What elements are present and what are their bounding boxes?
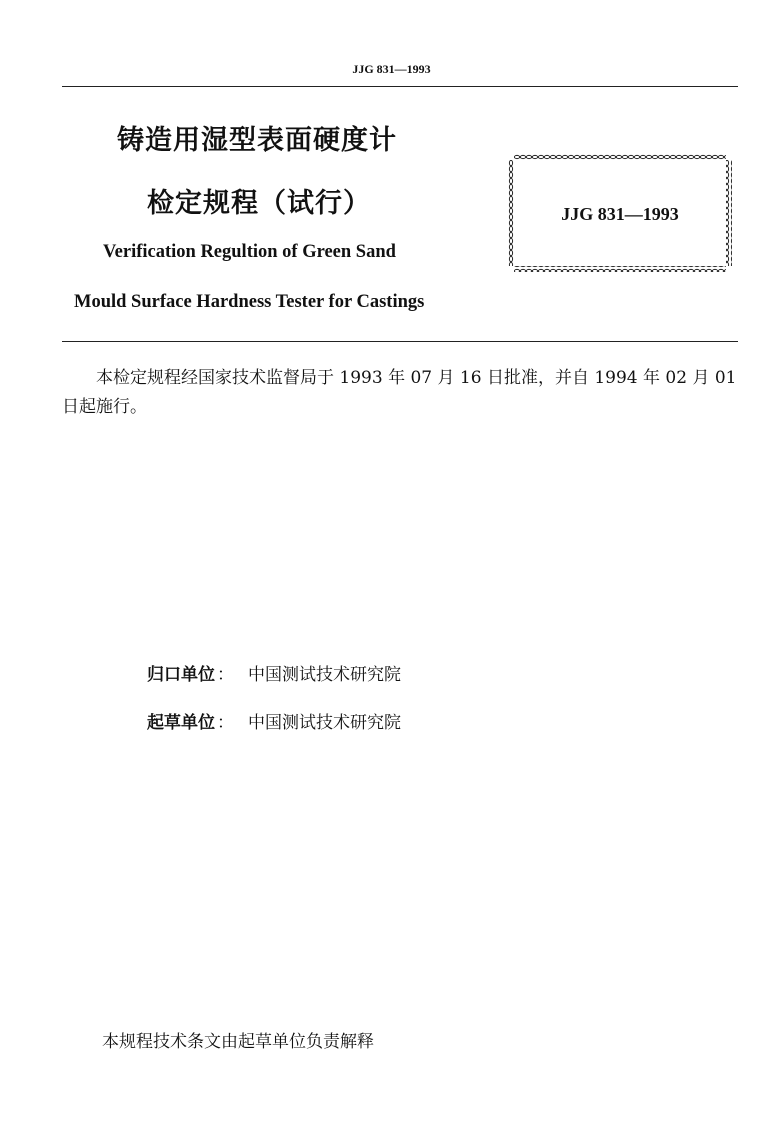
top-rule	[62, 86, 738, 87]
responsible-unit-row	[147, 660, 401, 685]
drafting-unit-value: 中国测试技术研究院	[248, 713, 401, 733]
middle-rule	[62, 341, 738, 342]
responsible-unit-separator: ：	[217, 665, 234, 685]
header-standard-code: JJG 831—1993	[352, 62, 431, 76]
drafting-unit-row	[147, 708, 401, 733]
approval-paragraph: 本检定规程经国家技术监督局于 1993 年 07 月 16 日批准，并自 1994 年 02 月 01 日起施行。	[62, 368, 737, 417]
title-en-line1: Verification Regultion of Green Sand	[103, 242, 396, 262]
title-cn-line2: 检定规程（试行）	[147, 188, 371, 219]
interpretation-note: 本规程技术条文由起草单位负责解释	[102, 1032, 374, 1052]
responsible-unit-label: 归口单位	[147, 665, 215, 685]
title-cn-line1: 铸造用湿型表面硬度计	[117, 125, 397, 156]
drafting-unit-label: 起草单位	[147, 713, 215, 733]
title-en-line2: Mould Surface Hardness Tester for Castings	[74, 292, 425, 312]
responsible-unit-value: 中国测试技术研究院	[248, 665, 401, 685]
drafting-unit-separator: ：	[217, 713, 234, 733]
stamp-standard-code: JJG 831—1993	[561, 204, 679, 224]
